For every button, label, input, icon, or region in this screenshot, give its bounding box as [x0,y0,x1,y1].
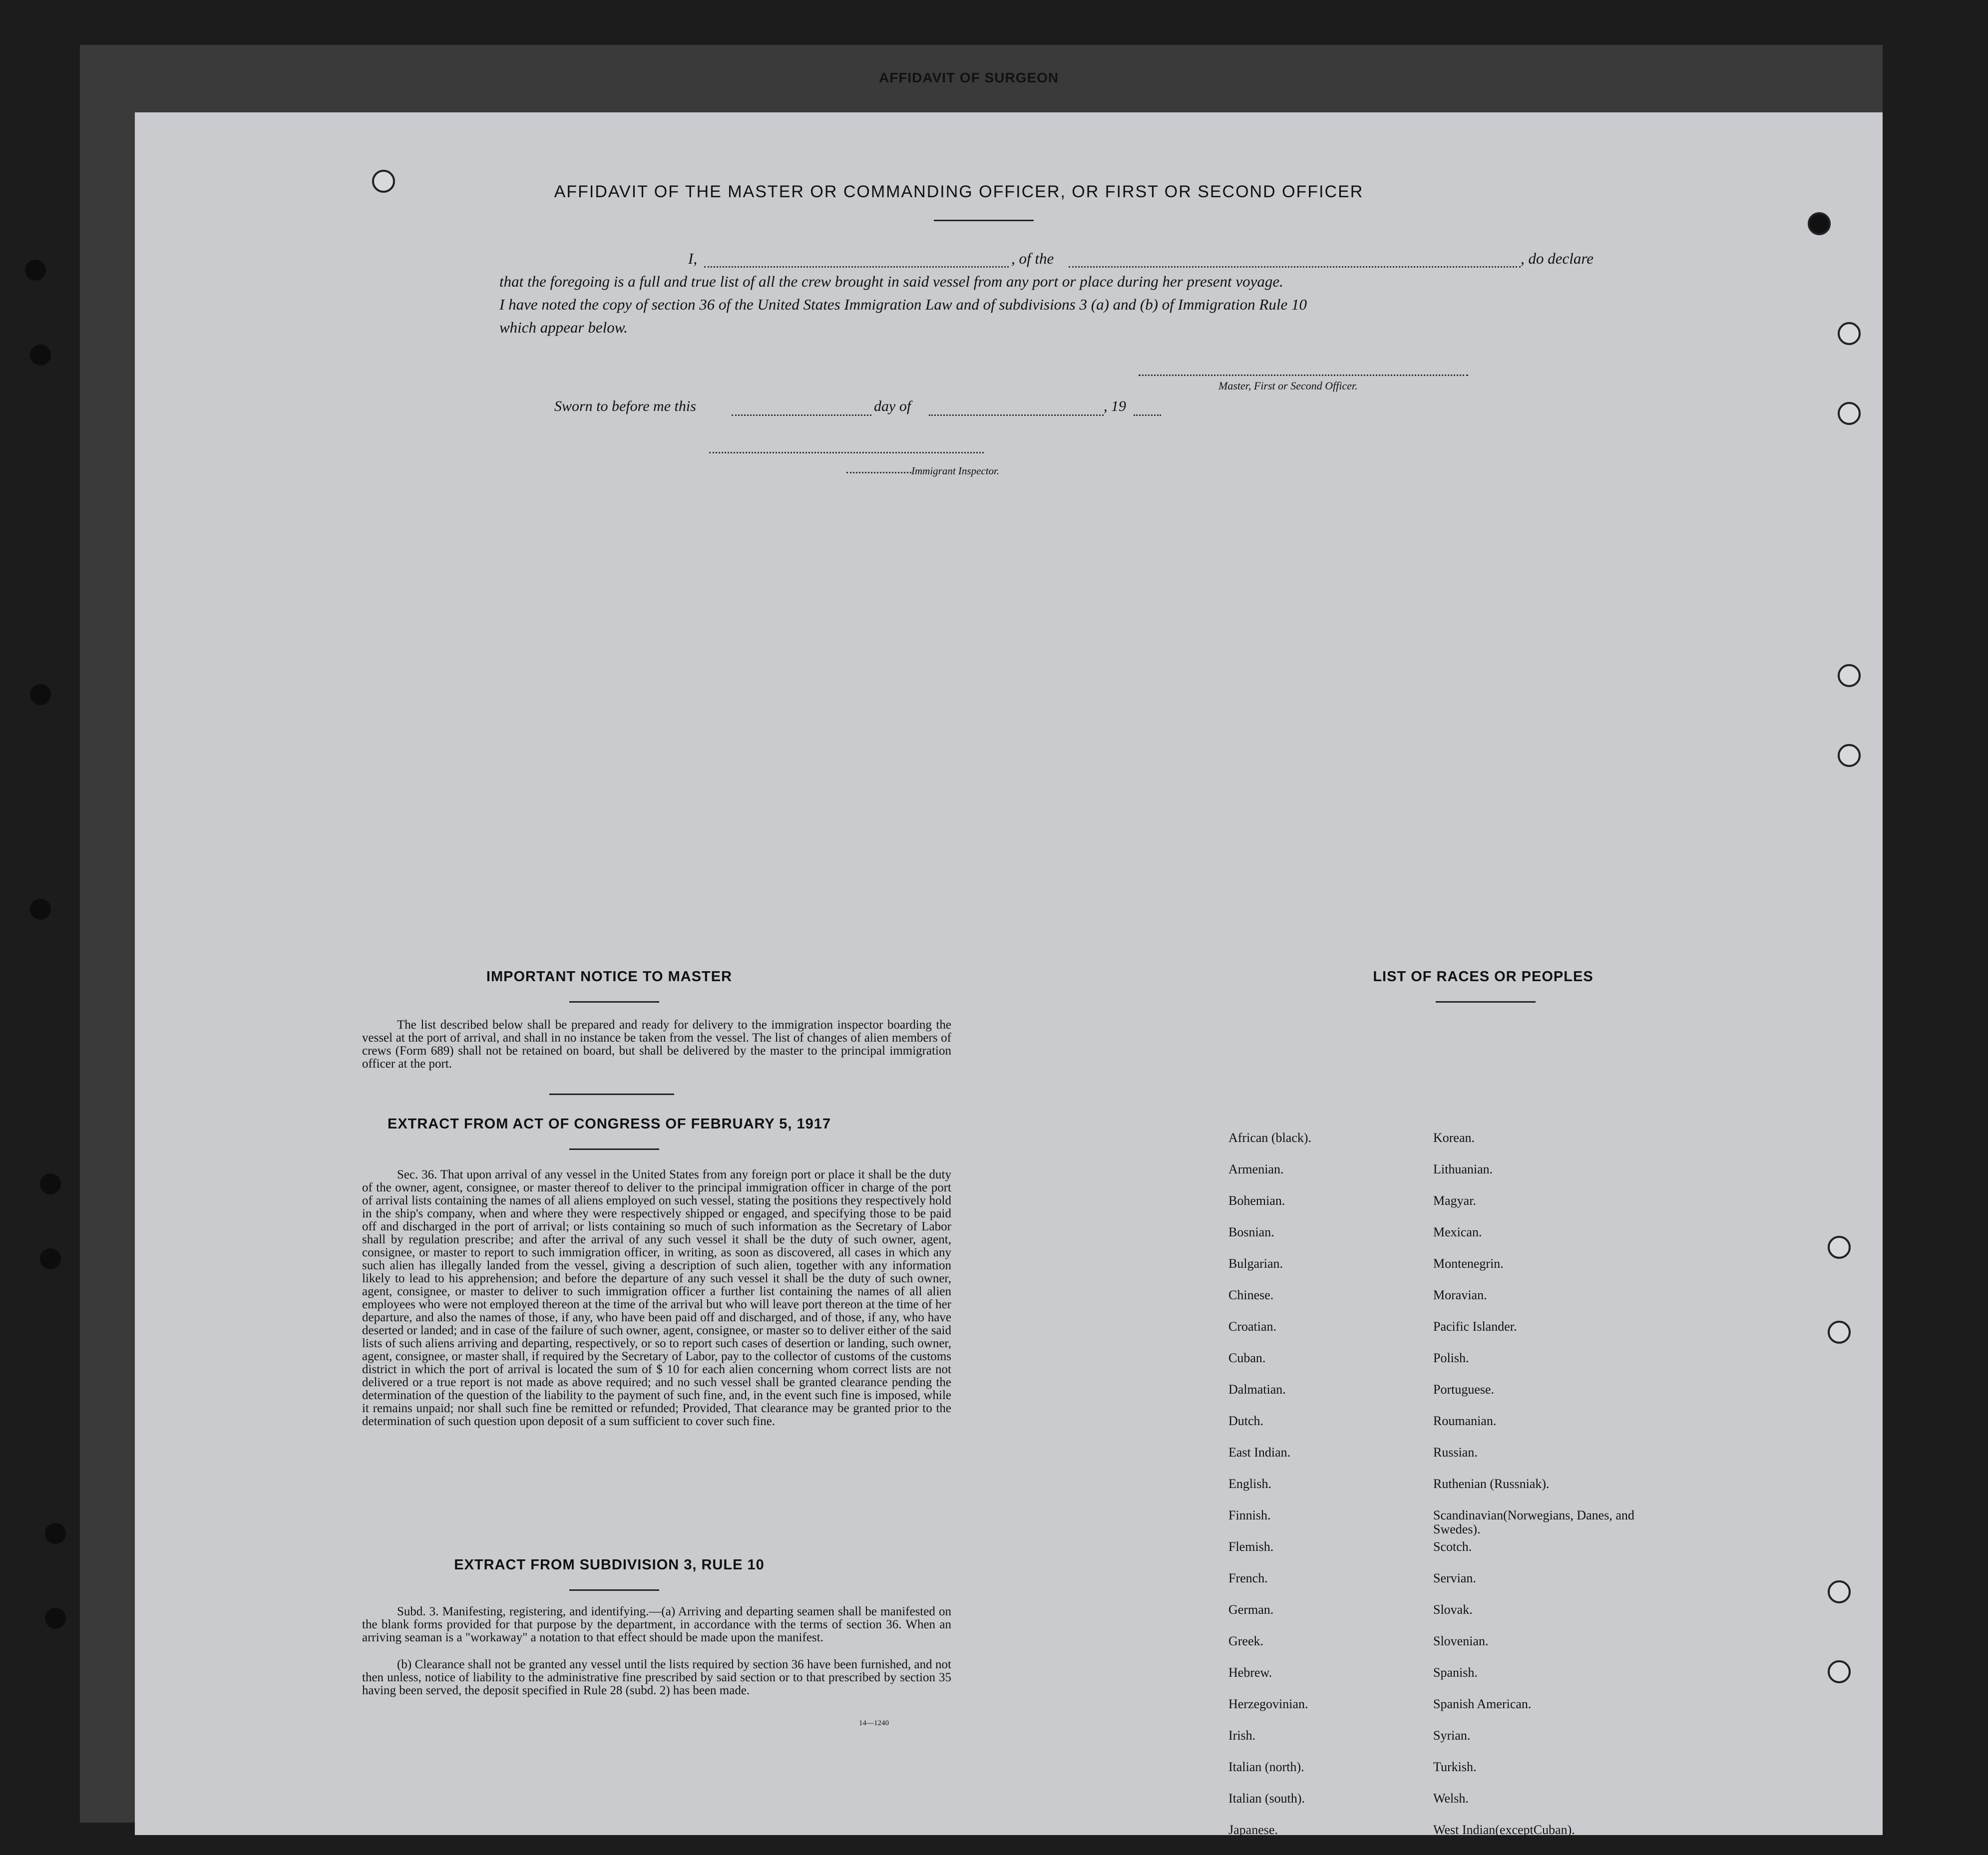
race-item: Herzegovinian. [1228,1697,1308,1711]
of-the-label: , of the [1011,250,1054,267]
rule-subdivision-a-text: Subd. 3. Manifesting, registering, and identifying.—(a) Arriving and departing seamen shall be manifested on the blank forms provided for that purpose by the department, in accordance with the terms of section 36. When an arriving seaman is a "workaway" a notation to that effect should be made upon the manifest. [362,1605,951,1644]
punch-hole [1828,1660,1851,1683]
punch-hole [1838,322,1861,345]
race-item: Scotch. [1433,1539,1472,1554]
race-item: German. [1228,1602,1274,1617]
race-item: Russian. [1433,1445,1478,1460]
race-item: Hebrew. [1228,1665,1272,1680]
race-item: Mexican. [1433,1225,1482,1239]
race-item: Lithuanian. [1433,1162,1493,1176]
sworn-year-label: , 19 [1104,398,1126,414]
race-item: Bosnian. [1228,1225,1274,1239]
race-item: Spanish. [1433,1665,1478,1680]
binder-hole [25,260,46,281]
race-item: Servian. [1433,1571,1476,1585]
race-item: Greek. [1228,1634,1264,1648]
race-item: Korean. [1433,1130,1475,1145]
race-item: Chinese. [1228,1288,1274,1302]
binder-hole [30,899,51,920]
sworn-day-label: day of [874,398,911,414]
punch-hole [1838,664,1861,687]
sworn-year-field[interactable] [1134,414,1161,416]
race-item: West Indian(exceptCuban). [1433,1823,1575,1837]
race-item: Bohemian. [1228,1193,1285,1208]
section-divider [549,1094,674,1095]
act-underline [569,1148,659,1150]
race-item: Magyar. [1433,1193,1476,1208]
punch-hole [1828,1580,1851,1603]
race-item: Montenegrin. [1433,1256,1504,1271]
race-item: Spanish American. [1433,1697,1532,1711]
race-item: Slovenian. [1433,1634,1489,1648]
binder-hole [40,1173,61,1194]
punch-hole [1838,402,1861,425]
notice-text: The list described below shall be prepared and ready for delivery to the immigration inspector boarding the vessel at the port of arrival, and shall in no instance be taken from the vessel. The list of changes of alien members of crews (Form 689) shall not be retained on board, but shall be delivered by the master to the principal immigration officer at the port. [362,1018,951,1071]
race-item: Portuguese. [1433,1382,1495,1397]
declaration-line-1 [499,247,1608,270]
binder-hole [30,345,51,366]
punch-hole [1808,212,1831,235]
binder-hole [45,1523,66,1544]
race-item: Irish. [1228,1728,1256,1743]
race-item: Finnish. [1228,1508,1271,1522]
declaration-line-4: which appear below. [499,319,628,336]
rule-heading: EXTRACT FROM SUBDIVISION 3, RULE 10 [454,1557,765,1573]
race-item: Scandinavian(Norwegians, Danes, and Swedes). [1433,1508,1634,1536]
race-item: Armenian. [1228,1162,1284,1176]
binder-hole [30,684,51,705]
race-item: English. [1228,1477,1271,1491]
declaration-line-2: that the foregoing is a full and true list of all the crew brought in said vessel from any port or place during her present voyage. [499,273,1283,290]
form-number: 14—1240 [859,1719,889,1727]
punch-hole [1828,1236,1851,1259]
race-item: Japanese. [1228,1823,1278,1837]
race-item: Moravian. [1433,1288,1487,1302]
binder-hole [40,1248,61,1269]
races-list [1228,1131,1678,1855]
punch-hole [1828,1321,1851,1344]
declaration-text [499,247,1608,339]
inspector-signature-field[interactable] [709,452,984,453]
race-item: Italian (north). [1228,1760,1304,1774]
declarant-prefix: I, [688,250,698,267]
race-item: Italian (south). [1228,1791,1305,1806]
race-item: Roumanian. [1433,1414,1497,1428]
race-item: Dutch. [1228,1414,1264,1428]
sworn-day-field[interactable] [732,414,871,416]
rule-underline [569,1589,659,1591]
vessel-name-field[interactable] [1069,266,1521,268]
notice-underline [569,1001,659,1003]
race-item: Flemish. [1228,1539,1274,1554]
race-item: Welsh. [1433,1791,1469,1806]
inspector-dotted-lead [846,472,911,473]
declaration-line-3: I have noted the copy of section 36 of the United States Immigration Law and of subdivisions 3 (a) and (b) of Immigration Rule 10 [499,296,1307,313]
declarant-name-field[interactable] [704,266,1009,268]
races-underline [1436,1001,1536,1003]
race-item: Polish. [1433,1351,1469,1365]
race-item: Syrian. [1433,1728,1471,1743]
race-item: French. [1228,1571,1268,1585]
sworn-prefix: Sworn to before me this [554,398,696,414]
sworn-month-field[interactable] [929,414,1104,416]
affidavit-form-page [135,112,1883,1835]
master-signature-field[interactable] [1139,374,1468,376]
race-item: Turkish. [1433,1760,1477,1774]
act-heading: EXTRACT FROM ACT OF CONGRESS OF FEBRUARY 5, 1917 [387,1116,831,1132]
race-item: Pacific Islander. [1433,1319,1517,1334]
title-underline [934,220,1034,221]
race-item: East Indian. [1228,1445,1291,1460]
race-item: Slovak. [1433,1602,1473,1617]
master-signature-label: Master, First or Second Officer. [1218,379,1358,392]
surgeon-affidavit-tab-title: AFFIDAVIT OF SURGEON [879,70,1059,85]
binder-hole [45,1608,66,1629]
race-item: Cuban. [1228,1351,1266,1365]
notice-heading: IMPORTANT NOTICE TO MASTER [486,969,733,985]
inspector-label: Immigrant Inspector. [911,465,1000,477]
affidavit-title: AFFIDAVIT OF THE MASTER OR COMMANDING OFFICER, OR FIRST OR SECOND OFFICER [554,182,1364,201]
act-section-36-text: Sec. 36. That upon arrival of any vessel in the United States from any foreign port or place it shall be the duty of the owner, agent, consignee, or master thereof to deliver to the principal immigration officer in charge of the port of arrival lists containing the names of all aliens employed on such vessel, stating the positions they respectively hold in the ship's company, when and where they were respectively shipped or engaged, and specifying those to be paid off and discharged in the port of arrival; or lists containing so much of such information as the Secretary of Labor shall by regulation prescribe; and after the arrival of any such vessel it shall be the duty of such owner, agent, consignee, or master to report to such immigration officer, in writing, as soon as discovered, all cases in which any such alien has illegally landed from the vessel, giving a description of such alien, together with any information likely to lead to his apprehension; and before the departure of any such vessel it shall be the duty of such owner, agent, consignee, or master to deliver to such immigration officer a further list containing the names of all alien employees who were not employed thereon at the time of the arrival but who will leave port thereon at the time of her departure, and also the names of those, if any, who have been paid off and discharged, and of those, if any, who have deserted or landed; and in case of the failure of such owner, agent, consignee, or master so to deliver either of the said lists of such aliens arriving and departing, respectively, or so to report such cases of desertion or landing, such owner, agent, consignee, or master shall, if required by the Secretary of Labor, pay to the collector of customs of the customs district in which the port of arrival is located the sum of $ 10 for each alien concerning whom correct lists are not delivered or a true report is not made as above required; and no such vessel shall be granted clearance pending the determination of the question of the liability to the payment of such fine, and, in the event such fine is imposed, while it remains unpaid; nor shall such fine be remitted or refunded; Provided, That clearance may be granted prior to the determination of such question upon deposit of a sum sufficient to cover such fine. [362,1168,951,1428]
race-item: Dalmatian. [1228,1382,1286,1397]
races-heading: LIST OF RACES OR PEOPLES [1373,969,1593,985]
race-item: Ruthenian (Russniak). [1433,1477,1550,1491]
race-item: Croatian. [1228,1319,1277,1334]
race-item: Bulgarian. [1228,1256,1283,1271]
declare-label: , do declare [1521,250,1594,267]
rule-subdivision-b-text: (b) Clearance shall not be granted any vessel until the lists required by section 36 have been furnished, and not then unless, notice of liability to the administrative fine prescribed by said section or to that prescribed by section 35 having been served, the deposit specified in Rule 28 (subd. 2) has been made. [362,1658,951,1697]
race-item: African (black). [1228,1130,1312,1145]
punch-hole [1838,744,1861,767]
